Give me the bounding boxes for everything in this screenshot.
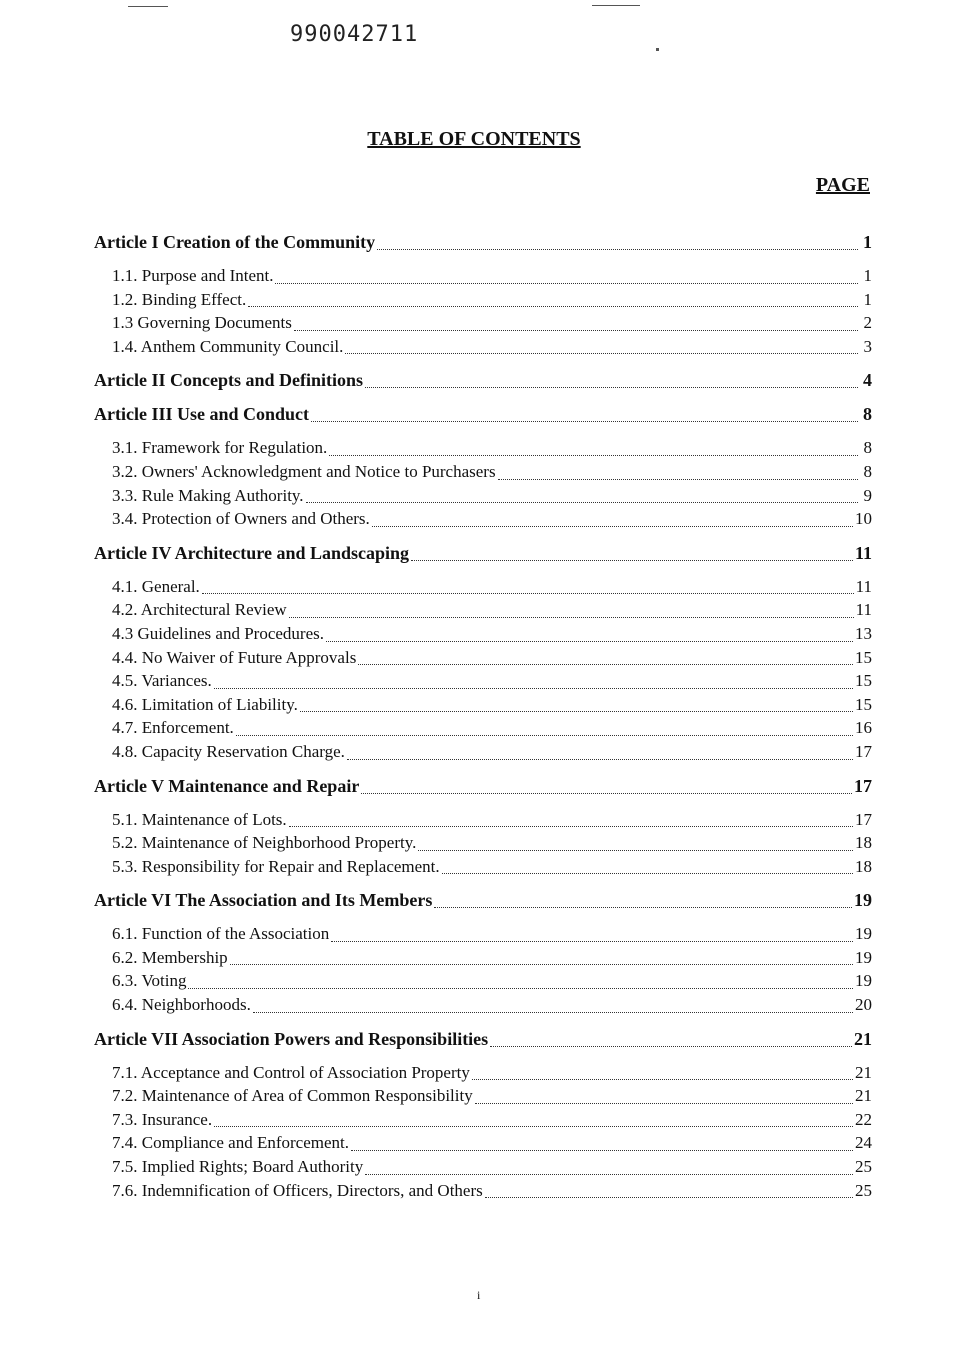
dot-leader	[306, 501, 858, 503]
section-page-number: 3	[863, 336, 872, 356]
section-title: 4.7. Enforcement.	[112, 718, 234, 738]
spacer	[94, 766, 872, 776]
dot-leader	[475, 1102, 853, 1104]
dot-leader	[347, 758, 853, 760]
toc-section-row	[94, 1063, 872, 1087]
section-page-number: 21	[855, 1086, 872, 1106]
section-title: 7.2. Maintenance of Area of Common Responsibility	[112, 1086, 473, 1106]
dot-leader	[411, 559, 853, 561]
section-page-number: 19	[855, 971, 872, 991]
article-page-number: 21	[854, 1028, 872, 1049]
toc-title: TABLE OF CONTENTS	[367, 128, 581, 150]
toc-article-row	[94, 776, 872, 800]
dot-leader	[490, 1045, 852, 1047]
dot-leader	[485, 1196, 853, 1198]
dot-leader	[358, 663, 853, 665]
section-title: 1.4. Anthem Community Council.	[112, 336, 344, 356]
section-title: 4.4. No Waiver of Future Approvals	[112, 647, 357, 667]
toc-section-row	[94, 1181, 872, 1205]
dot-leader	[248, 305, 858, 307]
section-title: 5.3. Responsibility for Repair and Replacement.	[112, 856, 440, 876]
section-title: 4.6. Limitation of Liability.	[112, 694, 298, 714]
dot-leader	[275, 282, 858, 284]
section-page-number: 19	[855, 924, 872, 944]
toc-section-row	[94, 1086, 872, 1110]
section-title: 3.3. Rule Making Authority.	[112, 485, 304, 505]
section-page-number: 25	[855, 1157, 872, 1177]
spacer	[94, 1053, 872, 1063]
toc-section-row	[94, 577, 872, 601]
section-page-number: 17	[855, 809, 872, 829]
toc-section-row	[94, 1110, 872, 1134]
section-page-number: 11	[855, 600, 872, 620]
section-page-number: 13	[855, 623, 872, 643]
section-page-number: 9	[863, 485, 872, 505]
toc-section-row	[94, 266, 872, 290]
dot-leader	[361, 792, 852, 794]
toc-article-row	[94, 1029, 872, 1053]
spacer	[94, 256, 872, 266]
spacer	[94, 880, 872, 890]
section-title: 5.2. Maintenance of Neighborhood Property.	[112, 833, 417, 853]
article-title: Article II Concepts and Definitions	[94, 370, 363, 391]
dot-leader	[289, 825, 853, 827]
toc-section-row	[94, 1157, 872, 1181]
section-page-number: 15	[855, 647, 872, 667]
section-title: 4.8. Capacity Reservation Charge.	[112, 741, 345, 761]
spacer	[94, 394, 872, 404]
section-page-number: 20	[855, 995, 872, 1015]
toc-section-row	[94, 313, 872, 337]
section-title: 1.2. Binding Effect.	[112, 289, 247, 309]
section-title: 6.3. Voting	[112, 971, 187, 991]
dot-leader	[236, 734, 853, 736]
section-title: 3.1. Framework for Regulation.	[112, 438, 328, 458]
section-title: 4.5. Variances.	[112, 671, 212, 691]
scan-artifact	[128, 6, 168, 7]
dot-leader	[294, 329, 858, 331]
section-page-number: 2	[863, 313, 872, 333]
toc-article-row	[94, 370, 872, 394]
dot-leader	[300, 710, 853, 712]
toc-section-row	[94, 337, 872, 361]
dot-leader	[418, 849, 853, 851]
dot-leader	[365, 1173, 853, 1175]
toc-section-row	[94, 695, 872, 719]
dot-leader	[311, 420, 858, 422]
toc-section-row	[94, 648, 872, 672]
toc-section-row	[94, 810, 872, 834]
dot-leader	[365, 386, 858, 388]
section-title: 1.3 Governing Documents	[112, 313, 292, 333]
scan-artifact	[656, 48, 659, 51]
section-page-number: 15	[855, 671, 872, 691]
dot-leader	[289, 616, 854, 618]
section-page-number: 16	[855, 718, 872, 738]
toc-article-row	[94, 890, 872, 914]
section-title: 5.1. Maintenance of Lots.	[112, 809, 287, 829]
section-title: 1.1. Purpose and Intent.	[112, 266, 274, 285]
article-title: Article VI The Association and Its Members	[94, 890, 433, 911]
article-page-number: 17	[854, 775, 872, 796]
section-page-number: 11	[855, 576, 872, 596]
footer-page-number: i	[477, 1288, 481, 1302]
dot-leader	[326, 640, 853, 642]
section-title: 6.4. Neighborhoods.	[112, 995, 251, 1015]
spacer	[94, 800, 872, 810]
toc-section-row	[94, 995, 872, 1019]
toc-section-row	[94, 742, 872, 766]
article-page-number: 19	[854, 890, 872, 911]
section-page-number: 1	[863, 289, 872, 309]
dot-leader	[351, 1149, 853, 1151]
article-page-number: 11	[854, 542, 872, 563]
page-column-label: PAGE	[815, 174, 870, 196]
article-title: Article IV Architecture and Landscaping	[94, 542, 410, 563]
toc-section-row	[94, 718, 872, 742]
section-title: 4.1. General.	[112, 576, 200, 596]
article-title: Article III Use and Conduct	[94, 404, 310, 425]
section-page-number: 1	[863, 266, 872, 285]
toc-section-row	[94, 509, 872, 533]
section-page-number: 17	[855, 741, 872, 761]
dot-leader	[214, 687, 853, 689]
section-title: 7.1. Acceptance and Control of Association Property	[112, 1062, 470, 1082]
toc-section-row	[94, 290, 872, 314]
spacer	[94, 428, 872, 438]
toc-section-row	[94, 971, 872, 995]
article-title: Article VII Association Powers and Responsibilities	[94, 1028, 489, 1049]
dot-leader	[329, 454, 858, 456]
spacer	[94, 1204, 872, 1214]
dot-leader	[372, 525, 853, 527]
section-title: 4.3 Guidelines and Procedures.	[112, 623, 324, 643]
document-id: 990042711	[290, 22, 419, 47]
scan-artifact	[592, 5, 640, 6]
toc-section-row	[94, 857, 872, 881]
section-title: 7.5. Implied Rights; Board Authority	[112, 1157, 364, 1177]
section-title: 3.2. Owners' Acknowledgment and Notice to Purchasers	[112, 461, 496, 481]
toc-article-row	[94, 232, 872, 256]
section-page-number: 10	[855, 509, 872, 529]
spacer	[94, 914, 872, 924]
toc-section-row	[94, 671, 872, 695]
section-title: 7.6. Indemnification of Officers, Directors, and Others	[112, 1180, 483, 1200]
spacer	[94, 533, 872, 543]
dot-leader	[331, 940, 853, 942]
section-page-number: 25	[855, 1180, 872, 1200]
section-page-number: 8	[863, 461, 872, 481]
toc-section-row	[94, 438, 872, 462]
spacer	[94, 360, 872, 370]
section-page-number: 18	[855, 856, 872, 876]
section-title: 7.3. Insurance.	[112, 1109, 213, 1129]
article-page-number: 8	[863, 404, 872, 425]
article-title: Article I Creation of the Community	[94, 232, 376, 252]
article-page-number: 1	[863, 232, 872, 252]
dot-leader	[188, 987, 853, 989]
section-title: 4.2. Architectural Review	[112, 600, 287, 620]
section-title: 7.4. Compliance and Enforcement.	[112, 1133, 349, 1153]
spacer	[94, 567, 872, 577]
toc-section-row	[94, 462, 872, 486]
section-page-number: 19	[855, 947, 872, 967]
toc-section-row	[94, 624, 872, 648]
dot-leader	[434, 906, 852, 908]
toc-section-row	[94, 948, 872, 972]
article-title: Article V Maintenance and Repair	[94, 775, 360, 796]
toc-article-row	[94, 404, 872, 428]
table-of-contents	[94, 232, 872, 1214]
section-page-number: 24	[855, 1133, 872, 1153]
dot-leader	[345, 352, 858, 354]
toc-article-row	[94, 543, 872, 567]
dot-leader	[230, 963, 853, 965]
section-title: 3.4. Protection of Owners and Others.	[112, 509, 370, 529]
dot-leader	[253, 1011, 853, 1013]
toc-section-row	[94, 486, 872, 510]
dot-leader	[377, 248, 858, 250]
dot-leader	[498, 478, 858, 480]
section-page-number: 8	[863, 438, 872, 458]
dot-leader	[214, 1125, 853, 1127]
section-title: 6.2. Membership	[112, 947, 228, 967]
dot-leader	[442, 872, 853, 874]
spacer	[94, 1019, 872, 1029]
section-page-number: 22	[855, 1109, 872, 1129]
article-page-number: 4	[863, 370, 872, 391]
toc-section-row	[94, 924, 872, 948]
toc-section-row	[94, 1133, 872, 1157]
dot-leader	[202, 592, 854, 594]
section-page-number: 18	[855, 833, 872, 853]
section-title: 6.1. Function of the Association	[112, 924, 330, 944]
section-page-number: 21	[855, 1062, 872, 1082]
toc-section-row	[94, 833, 872, 857]
section-page-number: 15	[855, 694, 872, 714]
toc-section-row	[94, 600, 872, 624]
dot-leader	[472, 1078, 853, 1080]
